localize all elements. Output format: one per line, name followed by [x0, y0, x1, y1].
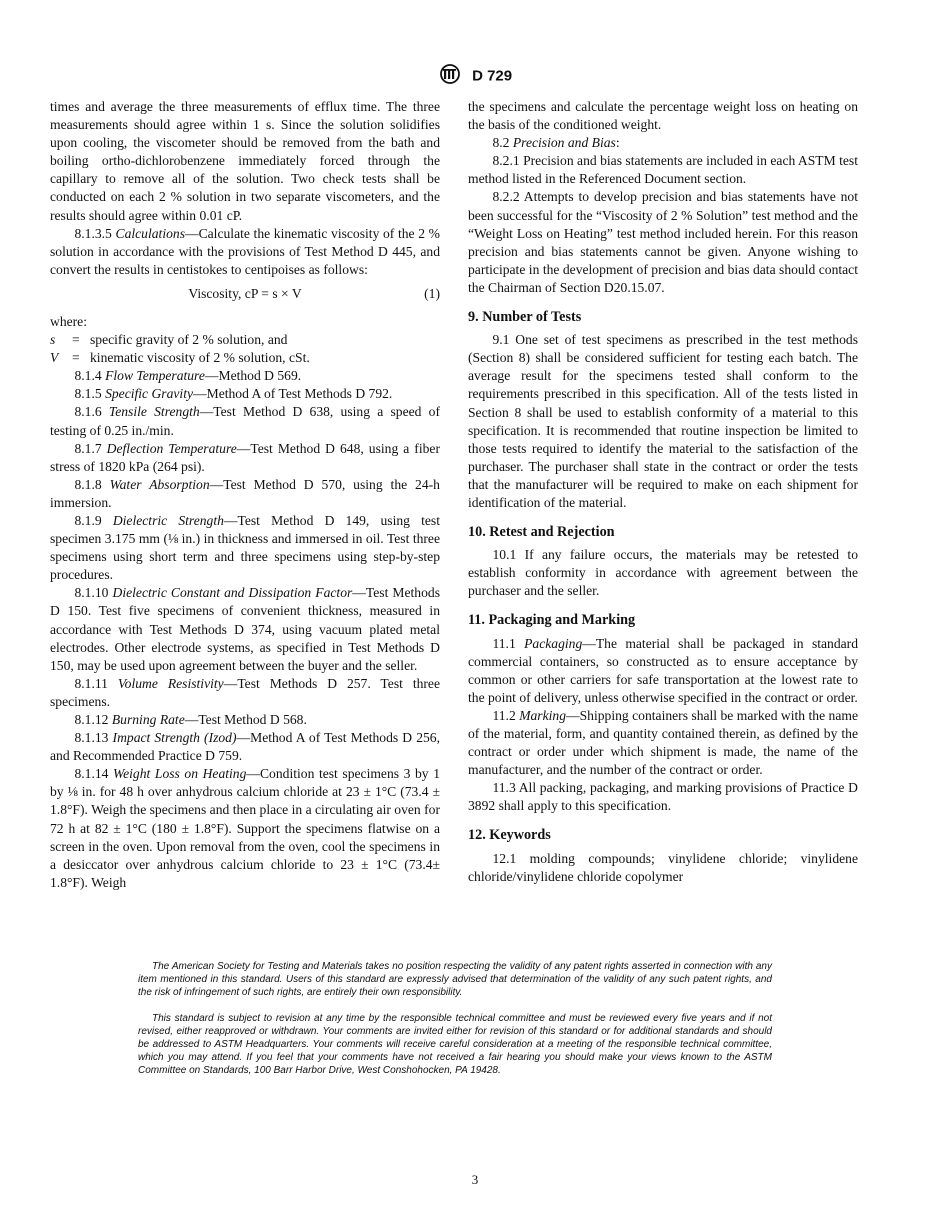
- item-text: —Test Method D 149, using test specimen 3.175 mm (⅛ in.) in thickness and immersed in oil. Test three specimens using short term and three specimens using step-by-step procedures.: [50, 512, 440, 583]
- item-number: 8.1.7: [74, 440, 102, 456]
- definition-row: [50, 349, 440, 367]
- left-column: [50, 98, 440, 892]
- item-title: Specific Gravity: [105, 386, 194, 402]
- footnotes: [138, 960, 772, 1090]
- paragraph-8-2-1: 8.2.1 Precision and bias statements are included in each ASTM test method listed in the Referenced Document section.: [468, 153, 858, 187]
- list-item: [50, 512, 440, 584]
- right-column: [468, 98, 858, 886]
- item-number: 8.1.9: [74, 512, 102, 528]
- item-text: —Test Method D 570, using the 24-h immersion.: [50, 476, 440, 510]
- section-number: 8.2: [492, 135, 510, 151]
- definition-equals: =: [72, 350, 80, 366]
- item-title: Impact Strength (Izod): [112, 730, 237, 746]
- item-title: Weight Loss on Heating: [113, 766, 247, 782]
- item-number: 8.1.5: [74, 386, 102, 402]
- item-text: —Test Methods D 257. Test three specimens.: [50, 675, 440, 709]
- definition-row: [50, 331, 440, 349]
- list-item: [50, 729, 440, 765]
- item-title: Dielectric Strength: [112, 512, 224, 528]
- definition-symbol: V: [50, 350, 59, 366]
- definition-text: specific gravity of 2 % solution, and: [90, 332, 288, 348]
- item-number: 8.1.4: [74, 368, 102, 384]
- section-colon: :: [615, 135, 620, 151]
- item-text: —Method A of Test Methods D 792.: [193, 386, 393, 402]
- item-title: Flow Temperature: [105, 368, 205, 384]
- item-text: —Method D 569.: [204, 368, 302, 384]
- section-number: 8.1.3.5: [74, 225, 112, 241]
- item-title: Marking: [519, 707, 567, 723]
- paragraph-11-2: [468, 707, 858, 779]
- paragraph-9-1: 9.1 One set of test specimens as prescribed in the test methods (Section 8) shall be considered sufficient for testing each batch. The average result for the specimens tested shall conform to the requirements prescribed in this specification. All of the tests listed in Section 8 shall be used to establish conformity of a material to this specification. It is recommended that routine inspection be limited to those tests required to identify the material to the satisfaction of the purchaser. The purchaser shall state in the contract or order the tests that the manufacturer will be required to make on each shipment for identification of the material.: [468, 332, 858, 510]
- list-item: [50, 675, 440, 711]
- page-number: 3: [471, 1172, 479, 1187]
- paragraph-8-1-3-5: [50, 225, 440, 279]
- item-title: Volume Resistivity: [117, 675, 224, 691]
- item-text: —The material shall be packaged in standard commercial containers, so constructed as to ensure acceptance by common or other carriers for safe transportation at the lowest rate to the point of delivery, unless otherwise specified in the contract or order.: [468, 635, 858, 705]
- equation: [50, 285, 440, 303]
- item-number: 8.1.8: [74, 476, 102, 492]
- standard-code: D 729: [472, 67, 513, 85]
- list-item: [50, 476, 440, 512]
- item-number: 8.1.12: [74, 712, 109, 727]
- equation-number: (1): [424, 285, 440, 301]
- item-text: —Shipping containers shall be marked with the name of the material, form, and quantity contained therein, as defined by the contract or order under which shipment is made, the name of the manufacturer, and the number of the contract or order.: [468, 707, 858, 778]
- list-item: [50, 385, 440, 403]
- section-8-2: [468, 134, 858, 152]
- item-title: Deflection Temperature: [106, 440, 237, 456]
- item-number: 8.1.14: [74, 766, 109, 782]
- revision-notice: This standard is subject to revision at any time by the responsible technical committee and must be reviewed every five years and if not revised, either reapproved or withdrawn. Your comments are invited either for revision of this standard or for additional standards and should be addressed to ASTM Headquarters. Your comments will receive careful consideration at a meeting of the responsible technical committee, which you may attend. If you feel that your comments have not received a fair hearing you should make your views known to the ASTM Committee on Standards, 100 Barr Harbor Drive, West Conshohocken, PA 19428.: [138, 1013, 772, 1076]
- item-number: 11.2: [492, 707, 516, 723]
- item-number: 8.1.11: [74, 675, 108, 691]
- item-title: Packaging: [524, 635, 583, 651]
- definition-text: kinematic viscosity of 2 % solution, cSt.: [90, 350, 310, 366]
- section-title: Calculations: [115, 225, 185, 241]
- item-title: Tensile Strength: [108, 404, 200, 420]
- paragraph-11-1: [468, 635, 858, 707]
- item-title: Water Absorption: [109, 476, 210, 492]
- paragraph-8-2-2: 8.2.2 Attempts to develop precision and bias statements have not been successful for the “Viscosity of 2 % Solution” test method and the “Weight Loss on Heating” test method included herein. For this reason precision and bias statements cannot be given. Anyone wishing to participate in the development of precision and bias data should contact the Chairman of Section D20.15.07.: [468, 189, 858, 295]
- item-text: —Test Methods D 150. Test five specimens of convenient thickness, measured in accordance with Test Methods D 374, using vacuum plated metal electrodes. Other electrode systems, as specified in Test Methods D 150, may be used upon agreement between the buyer and the seller.: [50, 585, 440, 673]
- item-text: —Test Method D 648, using a fiber stress of 1820 kPa (264 psi).: [50, 440, 440, 474]
- item-number: 11.1: [492, 635, 516, 651]
- paragraph-10-1: 10.1 If any failure occurs, the materials may be retested to establish conformity in accordance with agreement between the purchaser and the seller.: [468, 547, 858, 599]
- section-title: Precision and Bias: [512, 135, 616, 151]
- section-heading-10: 10. Retest and Rejection: [468, 524, 615, 541]
- item-text: —Condition test specimens 3 by 1 by ⅛ in. for 48 h over anhydrous calcium chloride at 23 ± 1°C (73.4 ± 1.8°F). Weigh the specimens and then place in a circulating air oven for 72 h at 82 ± 1°C (180 ± 1.8°F). Support the specimens flatwise on a screen in the oven. Upon removal from the oven, cool the specimens in a desiccator over anhydrous calcium chloride to 23 ± 1°C (73.4± 1.8°F). Weigh: [50, 766, 440, 890]
- item-number: 8.1.13: [74, 730, 109, 746]
- item-number: 8.1.10: [74, 585, 109, 601]
- item-title: Burning Rate: [111, 712, 185, 727]
- list-item: [50, 765, 440, 892]
- paragraph: the specimens and calculate the percentage weight loss on heating on the basis of the conditioned weight.: [468, 99, 858, 133]
- paragraph-11-3: 11.3 All packing, packaging, and marking provisions of Practice D 3892 shall apply to this specification.: [468, 780, 858, 814]
- list-item: [50, 440, 440, 476]
- item-text: —Test Method D 638, using a speed of testing of 0.25 in./min.: [50, 404, 440, 438]
- section-heading-9: 9. Number of Tests: [468, 309, 582, 326]
- list-item: [50, 367, 440, 385]
- definition-symbol: s: [50, 332, 56, 348]
- item-text: —Method A of Test Methods D 256, and Recommended Practice D 759.: [50, 730, 440, 764]
- paragraph: times and average the three measurements of efflux time. The three measurements should agree within 1 s. Since the solution solidifies upon cooling, the viscometer should be removed from the bath and boiling ortho-dichlorobenzene immediately forced through the capillary to remove all of the solution. Two check tests shall be conducted on each 2 % solution in two separate viscometers, and the results should agree within 0.01 cP.: [50, 99, 440, 223]
- section-heading-12: 12. Keywords: [468, 827, 551, 844]
- section-text: —Calculate the kinematic viscosity of the 2 % solution in accordance with the provisions of Test Method D 445, and convert the results in centistokes to centipoises as follows:: [50, 225, 440, 277]
- list-item: [50, 584, 440, 674]
- paragraph-12-1: 12.1 molding compounds; vinylidene chloride; vinylidene chloride/vinylidene chloride copolymer: [468, 850, 858, 884]
- list-item: [50, 403, 440, 439]
- section-heading-11: 11. Packaging and Marking: [468, 612, 636, 629]
- patent-notice: The American Society for Testing and Materials takes no position respecting the validity of any patent rights asserted in connection with any item mentioned in this standard. Users of this standard are expressly advised that determination of the validity of any such patent rights, and the risk of infringement of such rights, are entirely their own responsibility.: [138, 961, 772, 998]
- definition-equals: =: [72, 332, 80, 348]
- page-header: [0, 64, 950, 88]
- item-number: 8.1.6: [74, 404, 102, 420]
- list-item: [50, 711, 440, 729]
- item-title: Dielectric Constant and Dissipation Factor: [112, 585, 353, 601]
- equation-text: Viscosity, cP = s × V: [188, 285, 302, 301]
- astm-logo-icon: [438, 64, 462, 88]
- variable-definitions: [50, 331, 440, 367]
- item-text: —Test Method D 568.: [184, 712, 307, 727]
- where-label: where:: [50, 313, 87, 329]
